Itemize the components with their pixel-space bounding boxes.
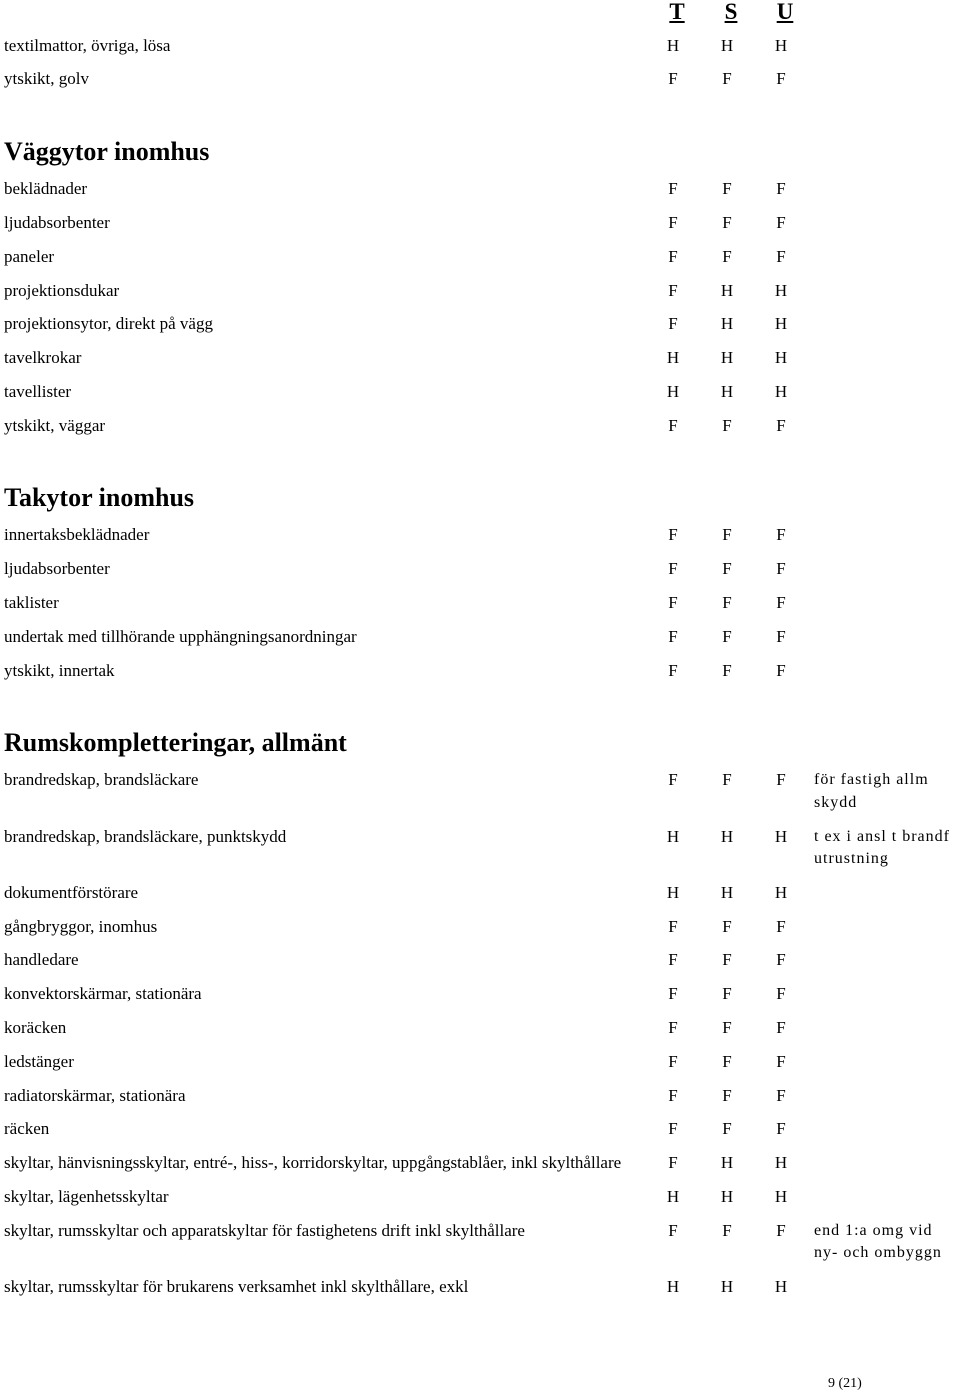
value-s: H (720, 882, 734, 902)
row-note-line: skydd (814, 793, 858, 811)
value-t: F (668, 1051, 678, 1071)
value-s: F (722, 1018, 732, 1038)
value-s: F (722, 950, 732, 970)
table-row (0, 1270, 960, 1304)
row-label: ljudabsorbenter (4, 559, 110, 579)
table-row (0, 63, 960, 97)
column-header-t: T (669, 0, 685, 24)
value-t: H (666, 35, 680, 55)
row-label: gångbryggor, inomhus (4, 916, 158, 936)
row-label: ljudabsorbenter (4, 212, 110, 232)
value-t: H (666, 826, 680, 846)
value-t: F (668, 916, 678, 936)
value-t: F (668, 246, 678, 266)
value-t: F (668, 69, 678, 89)
value-s: F (722, 212, 732, 232)
value-s: F (722, 1051, 732, 1071)
table-row (0, 29, 960, 63)
row-label: ytskikt, väggar (4, 415, 106, 435)
value-u: F (776, 1119, 786, 1139)
value-u: H (774, 35, 788, 55)
column-header-u: U (776, 0, 794, 24)
value-t: F (668, 314, 678, 334)
table-row (0, 1147, 960, 1181)
value-s: H (720, 1153, 734, 1173)
value-s: H (720, 280, 734, 300)
row-label: beklädnader (4, 179, 88, 199)
row-label: skyltar, hänvisningsskyltar, entré-, hiss-, korridorskyltar, uppgångstablåer, inkl skylthållare (4, 1153, 622, 1173)
row-label: textilmattor, övriga, lösa (4, 35, 171, 55)
table-row (0, 654, 960, 688)
table-row (0, 876, 960, 910)
row-label: dokumentförstörare (4, 882, 139, 902)
value-u: F (776, 770, 786, 790)
value-t: F (668, 1220, 678, 1240)
value-u: F (776, 1018, 786, 1038)
value-t: F (668, 1018, 678, 1038)
row-label: brandredskap, brandsläckare (4, 770, 199, 790)
table-row (0, 341, 960, 375)
value-u: H (774, 314, 788, 334)
row-label: ledstänger (4, 1051, 74, 1071)
value-s: F (722, 626, 732, 646)
value-u: H (774, 882, 788, 902)
table-row (0, 764, 960, 820)
value-s: F (722, 984, 732, 1004)
table-row (0, 1079, 960, 1113)
table-row (0, 240, 960, 274)
table-row (0, 553, 960, 587)
sections-container (0, 29, 960, 1304)
value-s: F (722, 770, 732, 790)
table-row (0, 910, 960, 944)
row-note (814, 1220, 956, 1265)
value-u: F (776, 179, 786, 199)
value-u: F (776, 525, 786, 545)
value-s: F (722, 1119, 732, 1139)
table-row (0, 206, 960, 240)
table-row (0, 308, 960, 342)
value-u: H (774, 1186, 788, 1206)
row-label: taklister (4, 593, 59, 613)
value-u: H (774, 1153, 788, 1173)
row-label: handledare (4, 950, 79, 970)
value-t: F (668, 1153, 678, 1173)
value-t: F (668, 415, 678, 435)
value-t: F (668, 559, 678, 579)
value-u: H (774, 280, 788, 300)
column-header-s: S (724, 0, 738, 24)
value-u: F (776, 660, 786, 680)
section-heading: Rumskompletteringar, allmänt (4, 727, 347, 757)
table-row (0, 1011, 960, 1045)
value-u: F (776, 593, 786, 613)
value-t: H (666, 381, 680, 401)
table-row (0, 944, 960, 978)
row-label: innertaksbeklädnader (4, 525, 150, 545)
value-u: F (776, 1220, 786, 1240)
page-number: 9 (21) (828, 1376, 862, 1391)
value-u: F (776, 246, 786, 266)
value-t: F (668, 626, 678, 646)
table-row (0, 519, 960, 553)
table-row (0, 173, 960, 207)
row-label: radiatorskärmar, stationära (4, 1085, 186, 1105)
value-u: F (776, 415, 786, 435)
row-label: räcken (4, 1119, 50, 1139)
value-t: F (668, 950, 678, 970)
value-t: F (668, 1085, 678, 1105)
value-t: H (666, 882, 680, 902)
value-t: H (666, 348, 680, 368)
value-t: F (668, 984, 678, 1004)
value-u: F (776, 984, 786, 1004)
value-s: F (722, 179, 732, 199)
table-row (0, 586, 960, 620)
row-label: paneler (4, 246, 55, 266)
value-t: H (666, 1186, 680, 1206)
section-heading: Väggytor inomhus (4, 136, 210, 166)
table-row (0, 978, 960, 1012)
row-label: skyltar, rumsskyltar och apparatskyltar för fastighetens drift inkl skylthållare (4, 1220, 525, 1240)
value-u: F (776, 1085, 786, 1105)
row-label: skyltar, lägenhetsskyltar (4, 1186, 169, 1206)
value-u: H (774, 381, 788, 401)
value-t: F (668, 1119, 678, 1139)
value-u: F (776, 212, 786, 232)
row-label: ytskikt, golv (4, 69, 90, 89)
value-s: H (720, 826, 734, 846)
section-heading: Takytor inomhus (4, 482, 195, 512)
value-u: F (776, 559, 786, 579)
row-note-line: t ex i ansl t brandf (814, 827, 950, 845)
table-row (0, 820, 960, 876)
column-header-row (0, 0, 960, 29)
row-label: brandredskap, brandsläckare, punktskydd (4, 826, 287, 846)
row-note-line: för fastigh allm (814, 771, 929, 789)
table-row (0, 274, 960, 308)
row-note-line: utrustning (814, 850, 889, 868)
value-u: H (774, 826, 788, 846)
row-label: tavellister (4, 381, 72, 401)
row-label: projektionsytor, direkt på vägg (4, 314, 213, 334)
value-s: H (720, 314, 734, 334)
value-s: F (722, 415, 732, 435)
value-t: F (668, 179, 678, 199)
row-label: skyltar, rumsskyltar för brukarens verksamhet inkl skylthållare, exkl (4, 1277, 469, 1297)
value-u: F (776, 1051, 786, 1071)
value-s: H (720, 1277, 734, 1297)
row-note (814, 826, 956, 871)
value-s: H (720, 381, 734, 401)
value-t: F (668, 660, 678, 680)
value-s: F (722, 1085, 732, 1105)
value-u: F (776, 626, 786, 646)
table-row (0, 1214, 960, 1270)
value-s: F (722, 916, 732, 936)
value-s: F (722, 525, 732, 545)
row-label: undertak med tillhörande upphängningsanordningar (4, 626, 357, 646)
table-row (0, 409, 960, 443)
row-label: ytskikt, innertak (4, 660, 115, 680)
table-row (0, 620, 960, 654)
value-s: H (720, 1186, 734, 1206)
value-t: F (668, 280, 678, 300)
row-note (814, 769, 956, 814)
row-label: konvektorskärmar, stationära (4, 984, 202, 1004)
value-u: H (774, 348, 788, 368)
row-label: koräcken (4, 1018, 67, 1038)
value-s: F (722, 246, 732, 266)
value-s: F (722, 69, 732, 89)
table-row (0, 1113, 960, 1147)
value-s: H (720, 348, 734, 368)
value-u: F (776, 69, 786, 89)
value-t: F (668, 212, 678, 232)
value-t: F (668, 770, 678, 790)
value-t: F (668, 593, 678, 613)
value-t: H (666, 1277, 680, 1297)
value-s: F (722, 559, 732, 579)
value-t: F (668, 525, 678, 545)
row-label: projektionsdukar (4, 280, 120, 300)
value-u: H (774, 1277, 788, 1297)
value-s: F (722, 1220, 732, 1240)
table-row (0, 1180, 960, 1214)
table-row (0, 1045, 960, 1079)
value-s: F (722, 660, 732, 680)
table-row (0, 375, 960, 409)
value-s: H (720, 35, 734, 55)
value-u: F (776, 950, 786, 970)
row-note-line: end 1:a omg vid (814, 1221, 933, 1239)
row-label: tavelkrokar (4, 348, 82, 368)
value-u: F (776, 916, 786, 936)
row-note-line: ny- och ombyggn (814, 1244, 942, 1262)
value-s: F (722, 593, 732, 613)
